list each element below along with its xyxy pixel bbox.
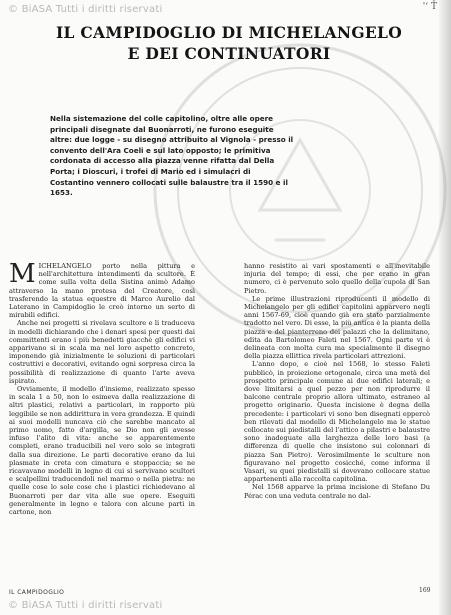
paragraph: hanno resistito ai vari spostamenti e all'inevitabile injuria del tempo; di essi, che per erano in gran numero, ci è pervenuto solo quello della cupola di San Pietro. — [244, 262, 430, 295]
running-head: IL CAMPIDOGLIO — [9, 589, 65, 596]
paragraph: Anche nei progetti si rivelava scultore e li traduceva in modelli dichiarando che i denari spesi per questi dai committenti erano i più benedetti giacchè gli edifici vi apparivano si in scala ma nel loro aspetto concreto, imponendo già inizialmente le soluzioni di particolari costruttivi e decorativi, evitando ogni sorpresa circa la possibilità di realizzazione di quanto l'arte aveva ispirato. — [9, 319, 195, 385]
title-line-1: IL CAMPIDOGLIO DI MICHELANGELO — [55, 23, 403, 42]
paragraph-text: ICHELANGELO porto nella pittura e nell'architettura intendimenti da scultore. È come sulla volta della Sistina animò Adamo attraverso la mano protesa del Creatore, così trasferendo la statua equestre di Marco Aurelio dal Laterano in Campidoglio le creò intorno un serto di mirabili edifici. — [9, 262, 195, 320]
paragraph — [9, 259, 195, 320]
intro-paragraph: Nella sistemazione del colle capitolino, oltre alle opere principali disegnate dal Buonarroti, ne furono eseguite altre: due logge - su disegno attribuito al Vignola - presso il convento dell'Ara Coeli e sul lato opposto; le primitiva cordonata di accesso alla piazza venne rifatta dal Della Porta; i Dioscuri, i trofei di Mario ed i simulacri di Costantino vennero collocati sulle balaustre tra il 1590 e il 1653. — [50, 114, 294, 198]
article-title — [14, 22, 444, 64]
title-line-2: E DEI CONTINUATORI — [127, 44, 331, 63]
paragraph: L'anno dopo, e cioè nel 1568, lo stesso Faleti pubblicò, in proiezione ortogonale, circa una metà del prospetto principale comune ai due edifici laterali; e dove limitarsi a quel pezzo per non riprodurre il balcone centrale proprio allora ultimato, estraneo al progetto originario. Questa incisione è degna della precedente: i particolari vi sono ben disegnati eppercò ben rilevati dal modello di Michelangelo ma le statue collocate sui piedistalli del l'attico a pilastri e balaustre sono inadeguate alla larghezza delle loro basi (a differenza di quelle che insistono sui colonnari di piazza San Pietro). Verosimilmente le sculture non figuravano nel progetto cosicché, come informa il Vasari, su quei piedistalli si dovevano collocare statue appartenenti alla raccolta capitolina. — [244, 360, 430, 484]
drop-cap: M — [9, 259, 36, 289]
watermark-top: © BiASA Tutti i diritti riservati — [8, 4, 163, 15]
page-number: 169 — [419, 587, 431, 594]
watermark-bottom: © BiASA Tutti i diritti riservati — [8, 600, 163, 611]
paragraph: Ovviamente, il modello d'insieme, realizzato spesso in scala 1 a 50, non lo esimeva dalla realizzazione di altri plastici, relativi a particolari, in rapporto più leggibile se non addirittura in vera grandezza. E quindi ai suoi modelli nuncava ciò che sarebbe mancato al primo uomo, fatto d'argilla, se Dio non gli avesse infuso l'alito di vita: anche se apparentemente completi, erano traducibili nel vero solo se integrati dalla sua direzione. Le parti decorative erano da lui plasmate in creta con cimatura e stoppaccia; se ne ricavavano modelli in legno di cui si servivano scultori e scalpellini traducendoli nel marmo o nella pietra: ne quelle cose lo sole cose che i plastici richiedevano al Buonarroti per dar vita alle sue opere. Eseguiti generalmente in legno e talora con alcune parti in cartone, non — [9, 385, 195, 517]
body-column-right — [244, 262, 430, 500]
body-column-left — [9, 259, 195, 517]
corner-mark: '‘ Ť — [422, 2, 437, 12]
paragraph: Nel 1568 apparve la prima incisione di Stefano Du Pérac con una veduta centrale no dal- — [244, 483, 430, 500]
paragraph: Le prime illustrazioni riproducenti il modello di Michelangelo per gli edifici capitolini apparvero negli anni 1567-69, cioè quando già era stato parzialmente tradotto nel vero. Di esse, la più antica è la pianta della piazza e del pianterreno dei palazzi che la delimitano, edita da Bartolomeo Faleti nel 1567. Ogni parte vi è delineata con molta cura ma specialmente il disegno della piazza ellittica rivela particolari attrezioni. — [244, 294, 430, 361]
